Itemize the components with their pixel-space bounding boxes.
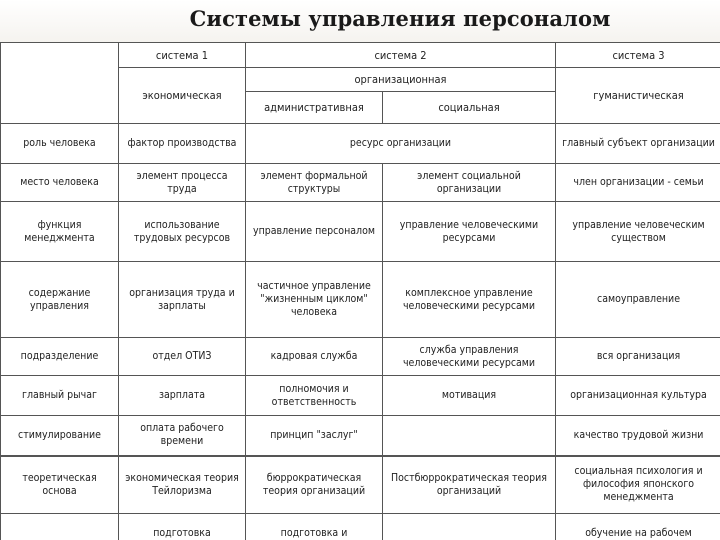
cell: управление человеческими ресурсами — [383, 202, 556, 262]
header-system-2: система 2 — [246, 43, 556, 68]
table-row — [1, 514, 720, 540]
cell: управление человеческим существом — [556, 202, 720, 262]
header-social: социальная — [383, 92, 556, 124]
cell: качество трудовой жизни — [556, 416, 720, 456]
cell: член организации - семьи — [556, 164, 720, 202]
cell — [383, 514, 556, 540]
hr-systems-table — [0, 42, 720, 540]
row-label: стимулирование — [1, 416, 119, 456]
cell: элемент формальной структуры — [246, 164, 383, 202]
cell: служба управления человеческими ресурсами — [383, 338, 556, 376]
row-label: место человека — [1, 164, 119, 202]
row-label: теоретическая основа — [1, 456, 119, 514]
header-system-3: система 3 — [556, 43, 720, 68]
cell: кадровая служба — [246, 338, 383, 376]
cell: зарплата — [119, 376, 246, 416]
cell: организационная культура — [556, 376, 720, 416]
table-row — [1, 376, 720, 416]
cell: элемент процесса труда — [119, 164, 246, 202]
table-row — [1, 456, 720, 514]
header-economic: экономическая — [119, 68, 246, 124]
cell: полномочия и ответственность — [246, 376, 383, 416]
cell: комплексное управление человеческими ресурсами — [383, 262, 556, 338]
cell: самоуправление — [556, 262, 720, 338]
cell: элемент социальной организации — [383, 164, 556, 202]
cell: главный субъект организации — [556, 124, 720, 164]
cell: бюррократическая теория организаций — [246, 456, 383, 514]
header-corner-cell — [1, 43, 119, 124]
page-title: Системы управления персоналом — [189, 6, 611, 31]
row-label: содержание управления — [1, 262, 119, 338]
title-bar — [0, 0, 720, 42]
cell: использование трудовых ресурсов — [119, 202, 246, 262]
header-organizational: организационная — [246, 68, 556, 92]
cell: Постбюррократическая теория организаций — [383, 456, 556, 514]
cell: ресурс организации — [246, 124, 556, 164]
header-humanistic: гуманистическая — [556, 68, 720, 124]
row-label: функция менеджмента — [1, 202, 119, 262]
cell: экономическая теория Тейлоризма — [119, 456, 246, 514]
cell: подготовка и — [246, 514, 383, 540]
cell: социальная психология и философия японского менеджмента — [556, 456, 720, 514]
cell: принцип "заслуг" — [246, 416, 383, 456]
cell: подготовка — [119, 514, 246, 540]
row-label: роль человека — [1, 124, 119, 164]
table-row — [1, 164, 720, 202]
cell: оплата рабочего времени — [119, 416, 246, 456]
cell: обучение на рабочем — [556, 514, 720, 540]
cell: организация труда и зарплаты — [119, 262, 246, 338]
table-row — [1, 124, 720, 164]
cell: частичное управление "жизненным циклом" человека — [246, 262, 383, 338]
header-administrative: административная — [246, 92, 383, 124]
cell — [383, 416, 556, 456]
cell: отдел ОТИЗ — [119, 338, 246, 376]
cell: фактор производства — [119, 124, 246, 164]
cell: вся организация — [556, 338, 720, 376]
cell: мотивация — [383, 376, 556, 416]
table-row — [1, 262, 720, 338]
row-label: главный рычаг — [1, 376, 119, 416]
header-system-1: система 1 — [119, 43, 246, 68]
table-row — [1, 416, 720, 456]
row-label — [1, 514, 119, 540]
cell: управление персоналом — [246, 202, 383, 262]
table-row — [1, 338, 720, 376]
table-row — [1, 202, 720, 262]
row-label: подразделение — [1, 338, 119, 376]
